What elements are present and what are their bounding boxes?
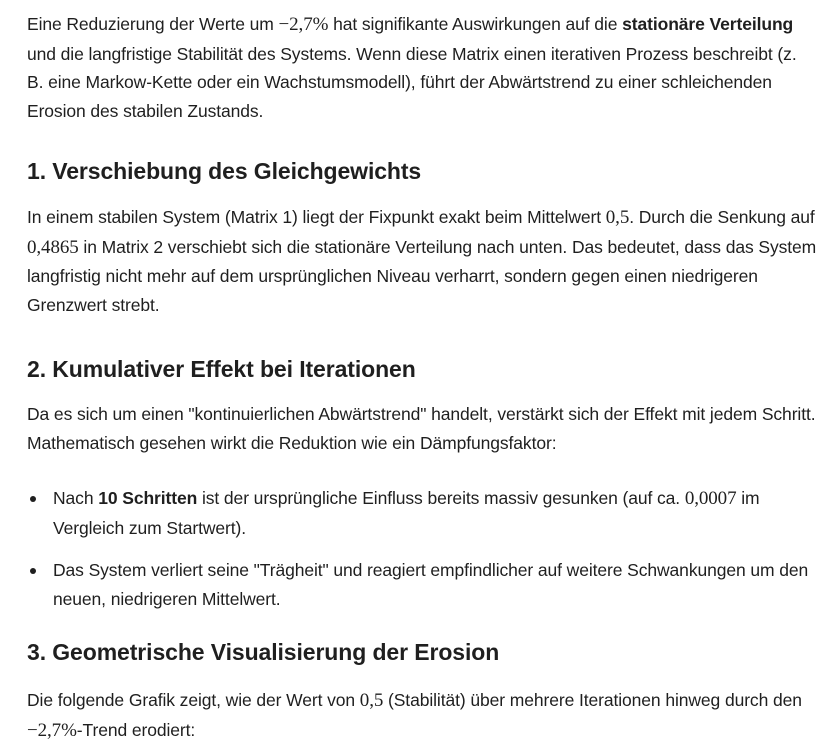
math-value: 0,5	[605, 207, 630, 228]
intro-paragraph	[27, 10, 817, 125]
bullet-text: Das System verliert seine "Trägheit" und reagiert empfindlicher auf weitere Schwankungen um den neuen, niedrigeren Mittelwert.	[53, 560, 809, 609]
math-value: −2,7%	[27, 719, 77, 741]
section2-paragraph: Da es sich um einen "kontinuierlichen Abwärtstrend" handelt, verstärkt sich der Effekt mit jedem Schritt. Mathematisch gesehen wirkt die Reduktion wie ein Dämpfungsfaktor:	[27, 404, 816, 453]
math-value: −2,7%	[278, 14, 329, 35]
math-value: 0,4865	[27, 236, 79, 258]
list-item	[27, 556, 817, 613]
section3-text-1: Die folgende Grafik zeigt, wie der Wert von	[27, 690, 360, 710]
section3-text-2: (Stabilität) über mehrere Iterationen hinweg durch den	[383, 690, 802, 710]
section1-text-2: . Durch die Senkung auf	[629, 207, 815, 227]
bold-term: stationäre Verteilung	[622, 14, 794, 34]
bullet-icon	[30, 568, 36, 574]
bullet-text-3: im Vergleich zum Startwert).	[53, 488, 760, 538]
list-item	[27, 484, 817, 542]
section-heading-2: 2. Kumulativer Effekt bei Iterationen	[27, 356, 416, 382]
section-heading-3: 3. Geometrische Visualisierung der Erosion	[27, 639, 500, 665]
math-value: 0,0007	[684, 488, 737, 509]
section-heading-1: 1. Verschiebung des Gleichgewichts	[27, 158, 422, 184]
section3-paragraph	[27, 686, 817, 745]
section1-paragraph	[27, 203, 817, 319]
bullet-icon	[30, 496, 36, 502]
bullet-text-1: Nach	[53, 488, 99, 508]
intro-text-2: hat signifikante Auswirkungen auf die	[328, 14, 623, 34]
section1-text-3: in Matrix 2 verschiebt sich die stationäre Verteilung nach unten. Das bedeutet, dass das System langfristig nicht mehr auf dem ursprünglichen Niveau verharrt, sondern gegen einen niedrigeren Grenzwert strebt.	[27, 236, 817, 315]
intro-text-3: und die langfristige Stabilität des Systems. Wenn diese Matrix einen iterativen Prozess beschreibt (z. B. eine Markow-Kette oder ein Wachstumsmodell), führt der Abwärtstrend zu einer schleichenden Erosion des stabilen Zustands.	[27, 43, 797, 121]
bold-term: 10 Schritten	[98, 488, 198, 508]
section3-text-3: -Trend erodiert:	[76, 719, 196, 740]
intro-text-1: Eine Reduzierung der Werte um	[27, 14, 279, 34]
bullet-list	[27, 484, 817, 613]
bullet-text-2: ist der ursprüngliche Einfluss bereits massiv gesunken (auf ca.	[197, 488, 685, 508]
section1-text-1: In einem stabilen System (Matrix 1) liegt der Fixpunkt exakt beim Mittelwert	[27, 207, 606, 227]
math-value: 0,5	[359, 690, 384, 711]
